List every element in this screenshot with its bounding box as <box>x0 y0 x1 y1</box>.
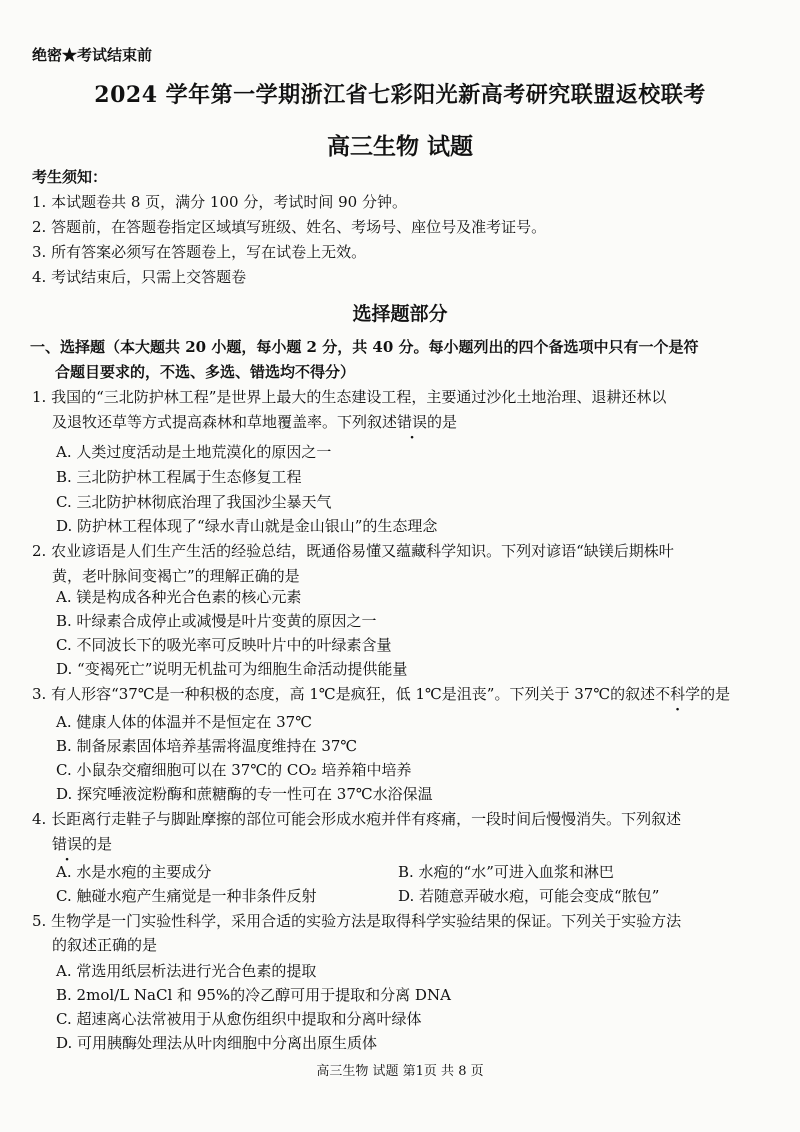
emphasis-text: 错误 <box>52 835 83 853</box>
page-footer: 高三生物 试题 第1页 共 8 页 <box>316 1064 484 1079</box>
option-b: B. 2mol/L NaCl 和 95%的冷乙醇可用于提取和分离 DNA <box>56 986 451 1004</box>
section-instruction: 一、选择题（本大题共 20 小题，每小题 2 分，共 40 分。每小题列出的四个备选项中只有一个是符 <box>30 338 699 356</box>
question-2-stem-cont: 黄，老叶脉间变褐亡”的理解正确的是 <box>52 567 300 585</box>
option-a: A. 健康人体的体温并不是恒定在 37℃ <box>56 713 313 731</box>
option-d: D. “变褐死亡”说明无机盐可为细胞生命活动提供能量 <box>56 660 408 678</box>
exam-title: 2024 学年第一学期浙江省七彩阳光新高考研究联盟返校联考 <box>94 82 706 108</box>
question-2-stem: 2. 农业谚语是人们生产生活的经验总结，既通俗易懂又蕴藏科学知识。下列对谚语“缺镁后期株叶 <box>32 542 674 560</box>
confidential-label: 绝密★考试结束前 <box>32 46 153 64</box>
question-1-stem: 1. 我国的“三北防护林工程”是世界上最大的生态建设工程，主要通过沙化土地治理、退耕还林以 <box>32 388 667 406</box>
question-5-stem: 5. 生物学是一门实验性科学，采用合适的实验方法是取得科学实验结果的保证。下列关于实验方法 <box>32 912 682 930</box>
stem-text: 的是 <box>82 835 113 853</box>
stem-text: 的是 <box>427 413 458 431</box>
notice-item: 3. 所有答案必须写在答题卷上，写在试卷上无效。 <box>32 243 367 261</box>
question-4-stem: 4. 长距离行走鞋子与脚趾摩擦的部位可能会形成水疱并伴有疼痛，一段时间后慢慢消失。下列叙述 <box>32 810 682 828</box>
emphasis-text: 不科学 <box>655 685 701 703</box>
section-title: 选择题部分 <box>352 303 448 325</box>
option-a: A. 镁是构成各种光合色素的核心元素 <box>56 588 302 606</box>
option-c: C. 触碰水疱产生痛觉是一种非条件反射 <box>56 887 317 905</box>
option-b: B. 制备尿素固体培养基需将温度维持在 37℃ <box>56 737 358 755</box>
section-instruction: 合题目要求的，不选、多选、错选均不得分） <box>55 363 356 381</box>
option-a: A. 水是水疱的主要成分 <box>56 863 212 881</box>
question-5-stem-cont: 的叙述正确的是 <box>52 936 158 954</box>
emphasis-text: 错误 <box>397 413 428 431</box>
notice-item: 4. 考试结束后，只需上交答题卷 <box>32 268 247 286</box>
question-1-stem-cont <box>52 411 457 432</box>
option-c: C. 小鼠杂交瘤细胞可以在 37℃的 CO₂ 培养箱中培养 <box>56 761 412 779</box>
notice-item: 2. 答题前，在答题卷指定区域填写班级、姓名、考场号、座位号及准考证号。 <box>32 218 547 236</box>
notice-heading: 考生须知： <box>32 168 108 186</box>
option-a: A. 常选用纸层析法进行光合色素的提取 <box>56 962 317 980</box>
question-4-stem-cont <box>52 833 112 854</box>
exam-subtitle: 高三生物 试题 <box>326 133 473 160</box>
stem-text: 3. 有人形容“37℃是一种积极的态度，高 1℃是疯狂，低 1℃是沮丧”。下列关于 37℃的叙述 <box>32 685 656 703</box>
option-b: B. 三北防护林工程属于生态修复工程 <box>56 468 302 486</box>
option-c: C. 三北防护林彻底治理了我国沙尘暴天气 <box>56 493 332 511</box>
option-a: A. 人类过度活动是土地荒漠化的原因之一 <box>56 443 332 461</box>
option-d: D. 防护林工程体现了“绿水青山就是金山银山”的生态理念 <box>56 517 438 535</box>
question-3-stem <box>32 683 730 704</box>
stem-text: 及退牧还草等方式提高森林和草地覆盖率。下列叙述 <box>52 413 398 431</box>
option-c: C. 不同波长下的吸光率可反映叶片中的叶绿素含量 <box>56 636 392 654</box>
stem-text: 的是 <box>700 685 731 703</box>
option-b: B. 水疱的“水”可进入血浆和淋巴 <box>398 863 614 881</box>
option-c: C. 超速离心法常被用于从愈伤组织中提取和分离叶绿体 <box>56 1010 422 1028</box>
option-d: D. 可用胰酶处理法从叶肉细胞中分离出原生质体 <box>56 1034 378 1052</box>
option-b: B. 叶绿素合成停止或减慢是叶片变黄的原因之一 <box>56 612 377 630</box>
notice-item: 1. 本试题卷共 8 页，满分 100 分，考试时间 90 分钟。 <box>32 193 407 211</box>
option-d: D. 若随意弄破水疱，可能会变成“脓包” <box>398 887 660 905</box>
option-d: D. 探究唾液淀粉酶和蔗糖酶的专一性可在 37℃水浴保温 <box>56 785 433 803</box>
